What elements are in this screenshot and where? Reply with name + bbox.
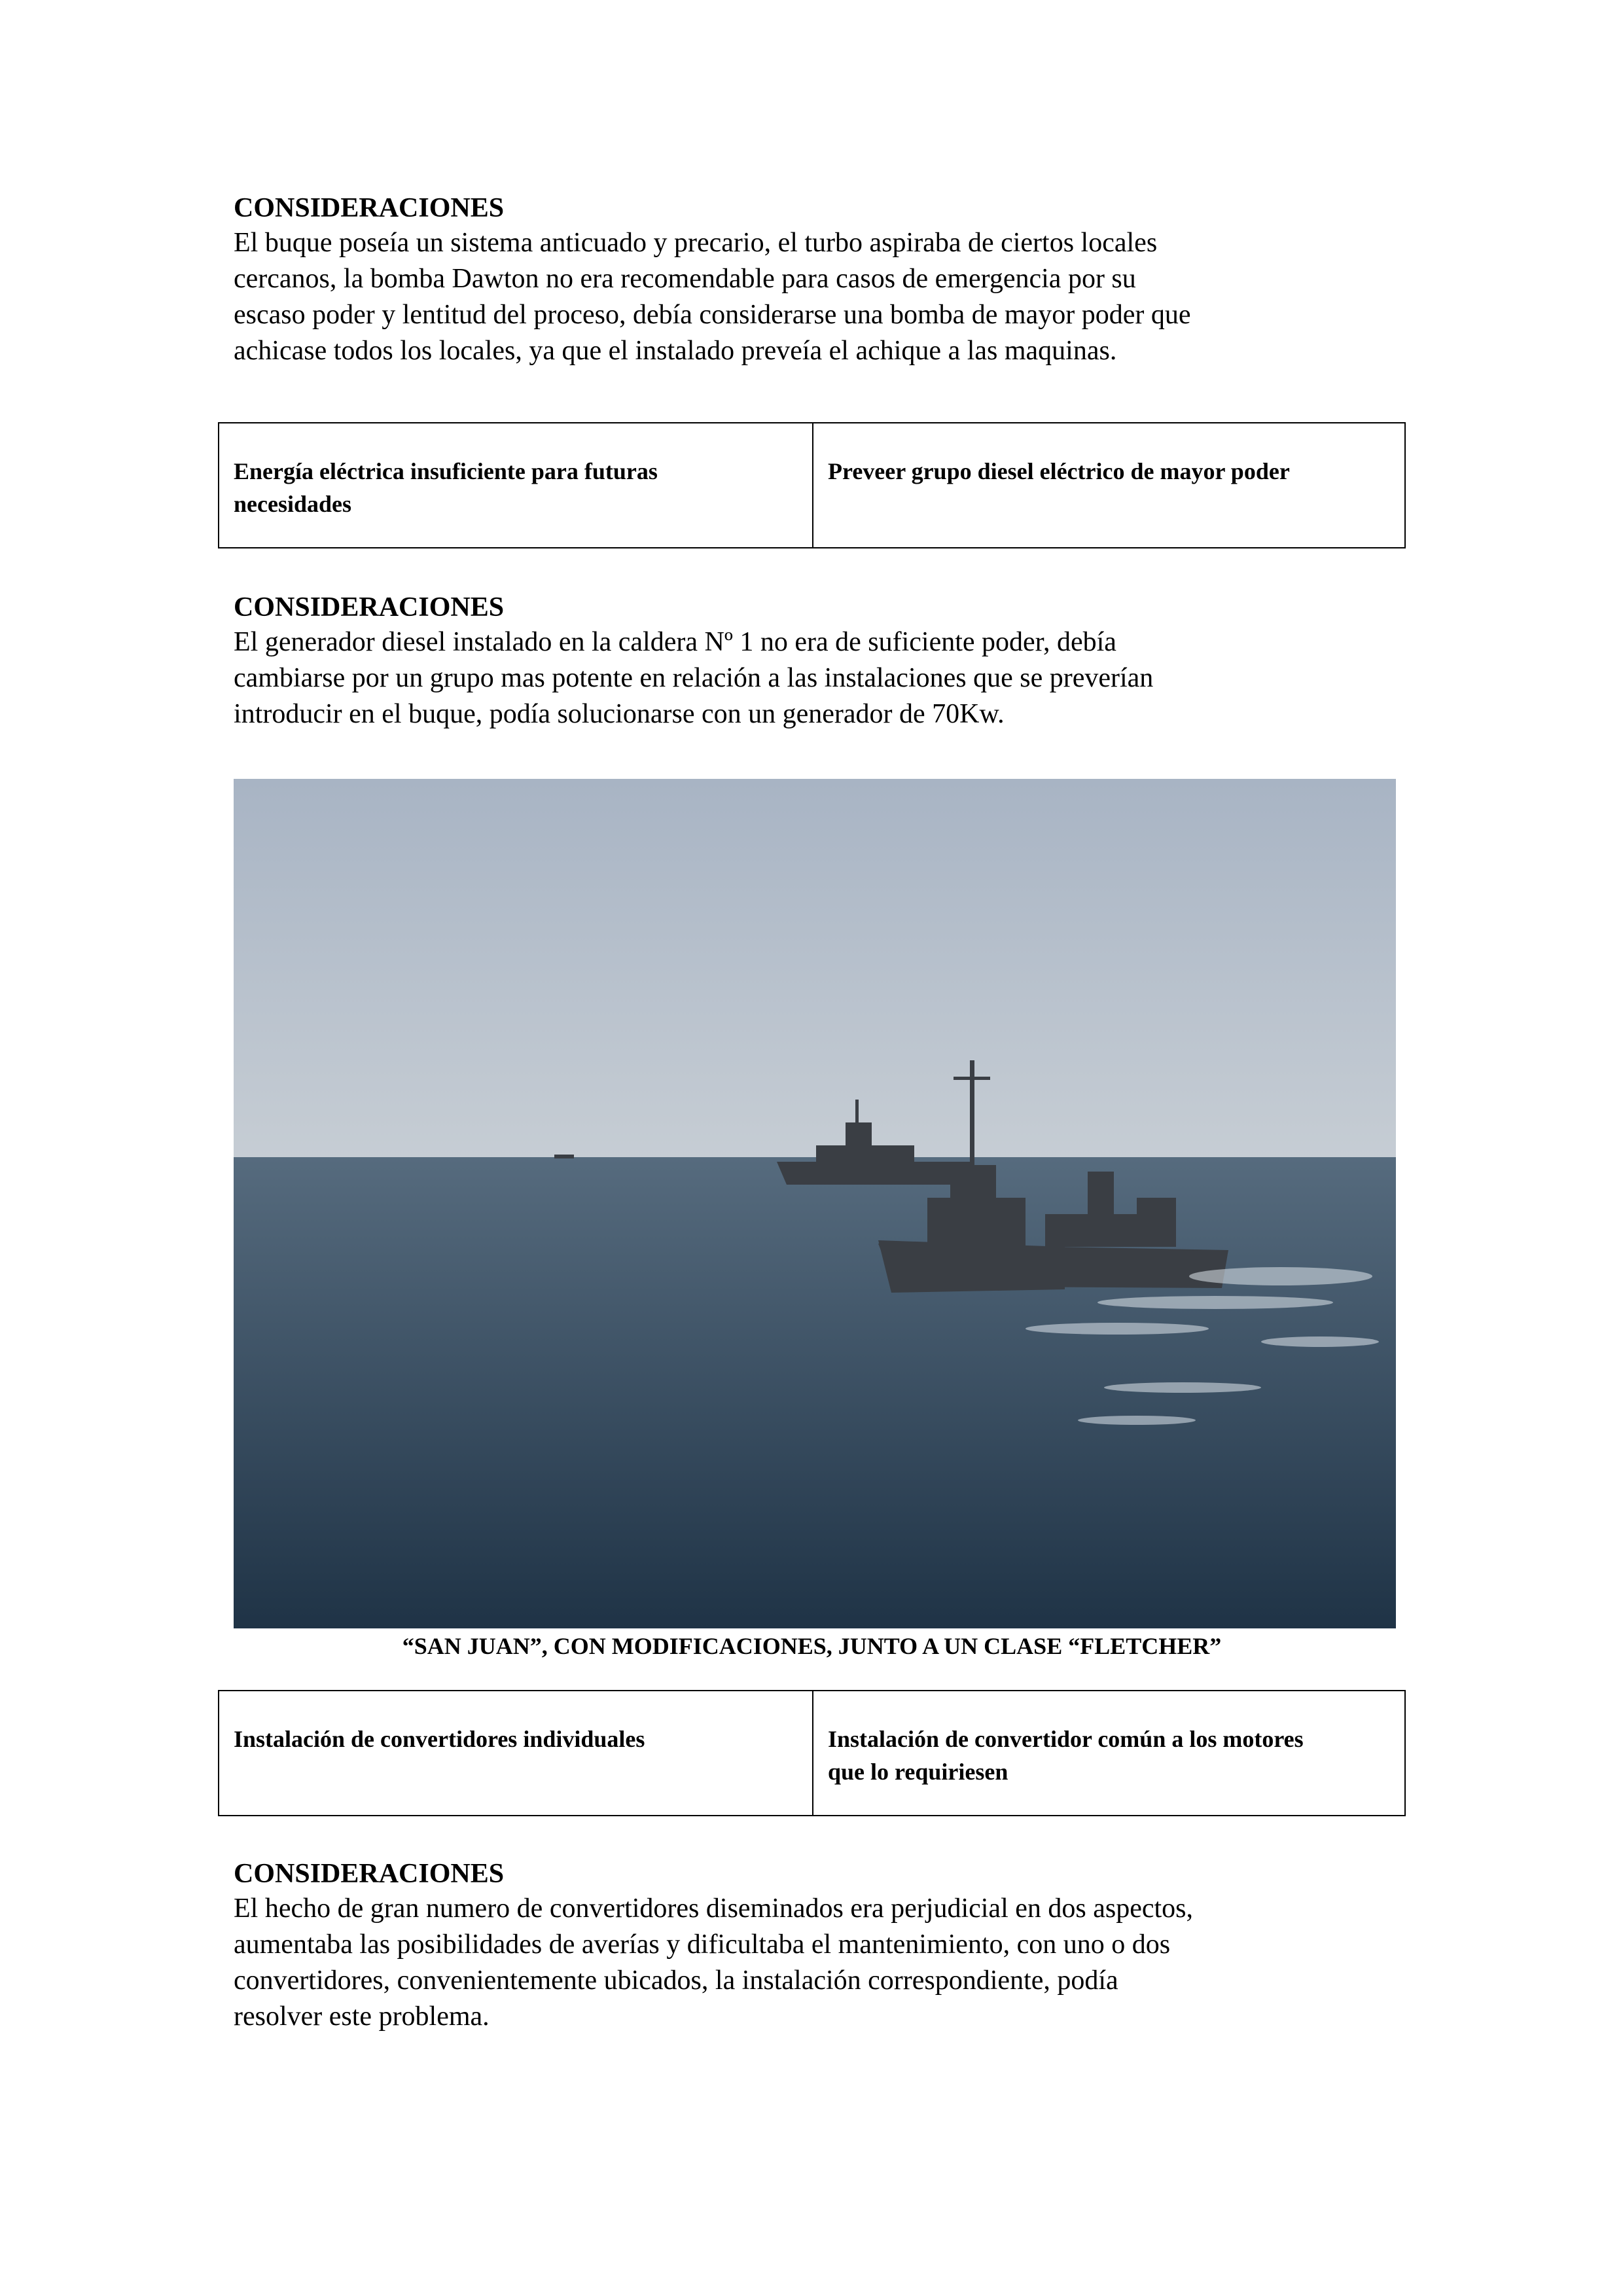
- ship-photo: [234, 779, 1396, 1628]
- paragraph-line: cambiarse por un grupo mas potente en relación a las instalaciones que se preverían: [234, 663, 1154, 693]
- paragraph-line: achicase todos los locales, ya que el instalado preveía el achique a las maquinas.: [234, 336, 1117, 366]
- section-heading: CONSIDERACIONES: [234, 193, 505, 223]
- cell-line: Preveer grupo diesel eléctrico de mayor poder: [828, 458, 1290, 484]
- paragraph-line: El generador diesel instalado en la caldera Nº 1 no era de suficiente poder, debía: [234, 627, 1116, 657]
- comparison-table-1: [218, 422, 1406, 548]
- cell-line: necesidades: [234, 491, 351, 517]
- paragraph-line: escaso poder y lentitud del proceso, debía considerarse una bomba de mayor poder que: [234, 300, 1191, 330]
- comparison-table-2: [218, 1690, 1406, 1816]
- section-3: [234, 1857, 1412, 2035]
- paragraph-line: aumentaba las posibilidades de averías y dificultaba el mantenimiento, con uno o dos: [234, 1929, 1171, 1960]
- solution-cell: [813, 423, 1404, 547]
- section-1: [234, 191, 1412, 369]
- sea: [234, 1157, 1396, 1628]
- sky: [234, 779, 1396, 1158]
- cell-line: Energía eléctrica insuficiente para futuras: [234, 458, 658, 484]
- cell-line: Instalación de convertidores individuales: [234, 1726, 645, 1752]
- paragraph-line: cercanos, la bomba Dawton no era recomendable para casos de emergencia por su: [234, 264, 1136, 294]
- distant-boat: [554, 1155, 574, 1158]
- problem-cell: [219, 423, 813, 547]
- section-heading: CONSIDERACIONES: [234, 1859, 505, 1889]
- paragraph-line: convertidores, convenientemente ubicados, la instalación correspondiente, podía: [234, 1965, 1118, 1996]
- paragraph-line: El buque poseía un sistema anticuado y precario, el turbo aspiraba de ciertos locales: [234, 228, 1158, 258]
- section-heading: CONSIDERACIONES: [234, 592, 505, 622]
- cell-line: Instalación de convertidor común a los motores: [828, 1726, 1304, 1752]
- problem-cell: [219, 1691, 813, 1815]
- paragraph-line: resolver este problema.: [234, 2001, 490, 2032]
- paragraph-line: El hecho de gran numero de convertidores diseminados era perjudicial en dos aspectos,: [234, 1893, 1194, 1924]
- cell-line: que lo requiriesen: [828, 1759, 1008, 1785]
- solution-cell: [813, 1691, 1404, 1815]
- photo-caption: “SAN JUAN”, CON MODIFICACIONES, JUNTO A UN CLASE “FLETCHER”: [402, 1633, 1222, 1659]
- paragraph-line: introducir en el buque, podía solucionarse con un generador de 70Kw.: [234, 699, 1005, 729]
- section-2: [234, 590, 1412, 732]
